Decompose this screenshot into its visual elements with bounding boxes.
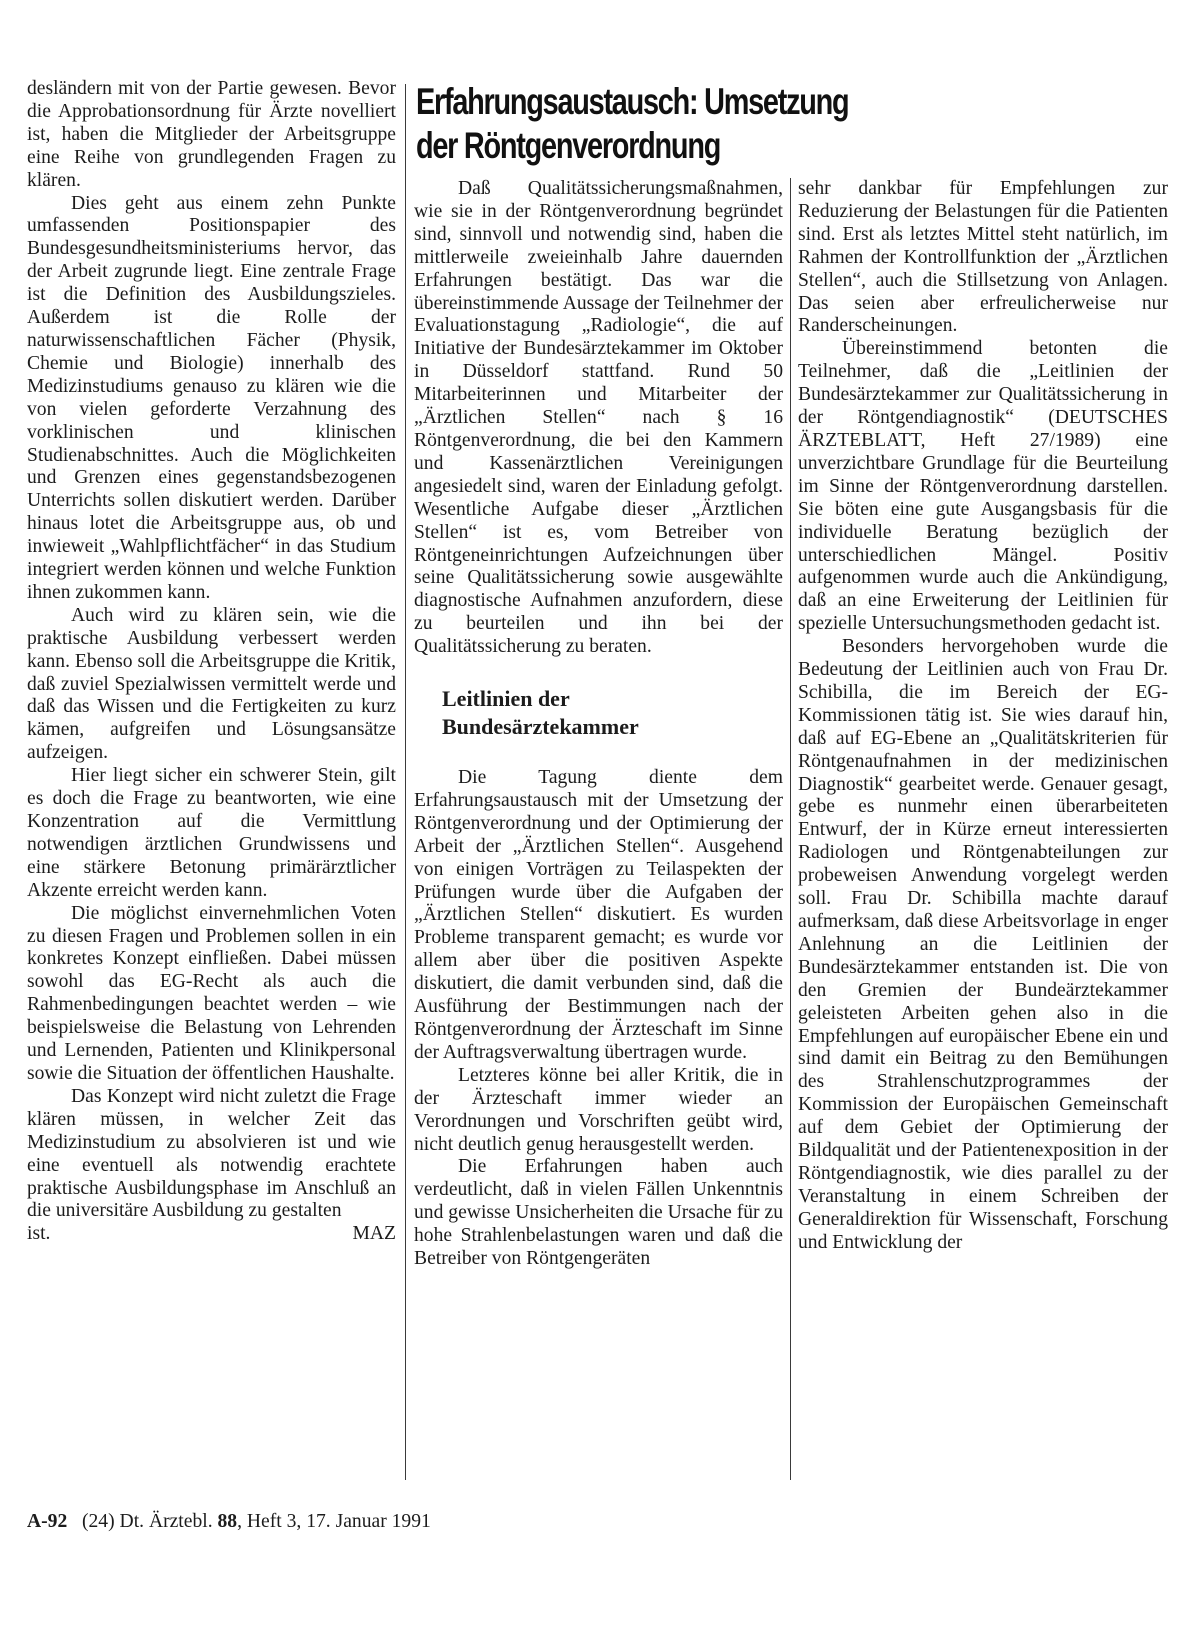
article-headline xyxy=(416,80,1009,168)
paragraph: Die Tagung diente dem Erfahrungsaustausch mit der Umsetzung der Röntgenverordnung und der Optimierung der Arbeit der „Ärztlichen Stellen“. Ausgehend von einigen Vorträgen zu Teilaspekten der Prüfungen wurde über die Aufgaben der „Ärztlichen Stellen“ diskutiert. Es wurden Probleme transparent gemacht; es wurde vor allem aber über die positiven Aspekte diskutiert, die damit verbunden sind, daß die Ausführung der Bestimmungen nach der Röntgenverordnung der Ärzteschaft im Sinne der Auftragsverwaltung übertragen wurde. xyxy=(414,767,783,1063)
subheading-line-2: Bundesärztekammer xyxy=(442,714,639,740)
author-signature: MAZ xyxy=(352,1223,396,1245)
headline-line-1: Erfahrungsaustausch: Umsetzung xyxy=(416,81,849,122)
text-column-1 xyxy=(27,78,396,1246)
paragraph: Hier liegt sicher ein schwerer Stein, gilt es doch die Frage zu beantworten, wie eine Konzentration auf die Vermittlung notwendigen ärztlichen Grundwissens und eine stärkere Betonung primärärztlicher Akzente erreicht werden kann. xyxy=(27,765,396,901)
paragraph: sehr dankbar für Empfehlungen zur Reduzierung der Belastungen für die Patienten sind. Erst als letztes Mittel steht natürlich, im Rahmen der Kontrollfunktion der „Ärztlichen Stellen“, auch die Stillsetzung von Anlagen. Das seien aber erfreulicherweise nur Randerscheinungen. xyxy=(798,178,1168,337)
signature-line xyxy=(27,1223,396,1246)
journal-volume: 88 xyxy=(217,1511,238,1532)
paragraph: desländern mit von der Partie gewesen. Bevor die Approbationsordnung für Ärzte novelliert ist, haben die Mitglieder der Arbeitsgruppe eine Reihe von grundlegenden Fragen zu klären. xyxy=(27,78,396,191)
paragraph: Dies geht aus einem zehn Punkte umfassenden Positionspapier des Bundesgesundheitsministeriums hervor, das der Arbeit zugrunde liegt. Eine zentrale Frage ist die Definition des Ausbildungszieles. Außerdem ist die Rolle der naturwissenschaftlichen Fächer (Physik, Chemie und Biologie) innerhalb des Medizinstudiums genauso zu klären wie die von vielen geforderte Verzahnung des vorklinischen und klinischen Studienabschnittes. Auch die Möglichkeiten und Grenzen eines gegenstandsbezogenen Unterrichts sollen diskutiert werden. Darüber hinaus lotet die Arbeitsgruppe aus, ob und inwieweit „Wahlpflichtfächer“ in das Studium integriert werden können und welche Funktion ihnen zukommen kann. xyxy=(27,192,396,603)
page-footer xyxy=(27,1511,431,1533)
column-divider xyxy=(405,84,406,1480)
paragraph-ending: ist. xyxy=(27,1223,51,1245)
section-subheading xyxy=(442,685,783,741)
paragraph: Die Erfahrungen haben auch verdeutlicht, daß in vielen Fällen Unkenntnis und gewisse Unsicherheiten die Ursache für zu hohe Strahlenbelastungen waren und daß die Betreiber von Röntgengeräten xyxy=(414,1156,783,1270)
column-divider xyxy=(790,178,791,1480)
subheading-line-1: Leitlinien der xyxy=(442,686,570,712)
issue-date: , Heft 3, 17. Januar 1991 xyxy=(237,1511,431,1532)
text-column-2 xyxy=(414,178,783,1271)
paragraph: Auch wird zu klären sein, wie die praktische Ausbildung verbessert werden kann. Ebenso soll die Arbeitsgruppe die Kritik, daß zuviel Spezialwissen vermittelt werde und daß das Wissen und die Fertigkeiten zu kurz kämen, aufgreifen und Lösungsansätze aufzeigen. xyxy=(27,604,396,764)
paragraph: Letzteres könne bei aller Kritik, die in der Ärzteschaft immer wieder an Verordnungen und Vorschriften geübt wird, nicht deutlich genug herausgestellt werden. xyxy=(414,1064,783,1155)
headline-line-2: der Röntgenverordnung xyxy=(416,125,721,166)
text-column-3 xyxy=(798,178,1168,1255)
issue-page-number: (24) xyxy=(81,1511,115,1532)
paragraph: Die möglichst einvernehmlichen Voten zu diesen Fragen und Problemen sollen in ein konkretes Konzept einfließen. Dabei müssen sowohl das EG-Recht als auch die Rahmenbedingungen beachtet werden – wie beispielsweise die Belastung von Lehrenden und Lernenden, Patienten und Klinikpersonal sowie die Situation der öffentlichen Haushalte. xyxy=(27,902,396,1084)
paragraph: Übereinstimmend betonten die Teilnehmer, daß die „Leitlinien der Bundesärztekammer zur Qualitätssicherung in der Röntgendiagnostik“ (DEUTSCHES ÄRZTEBLATT, Heft 27/1989) eine unverzichtbare Grundlage für die Beurteilung im Sinne der Röntgenverordnung darstellen. Sie böten eine gute Ausgangsbasis für die individuelle Beratung bezüglich der unterschiedlichen Mängel. Positiv aufgenommen wurde auch die Ankündigung, daß an eine Erweiterung der Leitlinien für spezielle Untersuchungsmethoden gedacht ist. xyxy=(798,338,1168,635)
page-number: A-92 xyxy=(27,1511,68,1532)
paragraph: Das Konzept wird nicht zuletzt die Frage klären müssen, in welcher Zeit das Medizinstudium zu absolvieren ist und wie eine eventuell als notwendig erachtete praktische Ausbildungsphase im Anschluß an die universitäre Ausbildung zu gestalten xyxy=(27,1085,396,1222)
paragraph: Daß Qualitätssicherungsmaßnahmen, wie sie in der Röntgenverordnung begründet sind, sinnvoll und notwendig sind, haben die mittlerweile zweieinhalb Jahre dauernden Erfahrungen bestätigt. Das war die übereinstimmende Aussage der Teilnehmer der Evaluationstagung „Radiologie“, die auf Initiative der Bundesärztekammer im Oktober in Düsseldorf stattfand. Rund 50 Mitarbeiterinnen und Mitarbeiter der „Ärztlichen Stellen“ nach § 16 Röntgenverordnung, die bei den Kammern und Kassenärztlichen Vereinigungen angesiedelt sind, waren der Einladung gefolgt. Wesentliche Aufgabe dieser „Ärztlichen Stellen“ ist es, vom Betreiber von Röntgeneinrichtungen Aufzeichnungen über seine Qualitätssicherung sowie ausgewählte diagnostische Aufnahmen anzufordern, diese zu beurteilen und ihn bei der Qualitätssicherung zu beraten. xyxy=(414,178,783,658)
paragraph: Besonders hervorgehoben wurde die Bedeutung der Leitlinien auch von Frau Dr. Schibilla, die im Bereich der EG-Kommissionen tätig ist. Sie wies darauf hin, daß auf EG-Ebene an „Qualitätskriterien für Röntgenaufnahmen in der medizinischen Diagnostik“ gearbeitet werde. Genauer gesagt, gebe es nunmehr einen überarbeiteten Entwurf, der in Kürze erneut interessierten Radiologen und Röntgenabteilungen zur probeweisen Anwendung vorgelegt werden soll. Frau Dr. Schibilla machte darauf aufmerksam, daß diese Arbeitsvorlage in enger Anlehnung an die Leitlinien der Bundesärztekammer entstanden ist. Die von den Gremien der Bundeärztekammer geleisteten Arbeiten gehen also in die Empfehlungen auf europäischer Ebene ein und sind damit ein Beitrag zu den Bemühungen des Strahlenschutzprogrammes der Kommission der Europäischen Gemeinschaft auf dem Gebiet der Optimierung der Bildqualität und der Patientenexposition in der Röntgendiagnostik, wie dies parallel zu der Veranstaltung in einem Schreiben der Generaldirektion für Wissenschaft, Forschung und Entwicklung der xyxy=(798,636,1168,1253)
journal-name: Dt. Ärztebl. xyxy=(119,1511,213,1532)
